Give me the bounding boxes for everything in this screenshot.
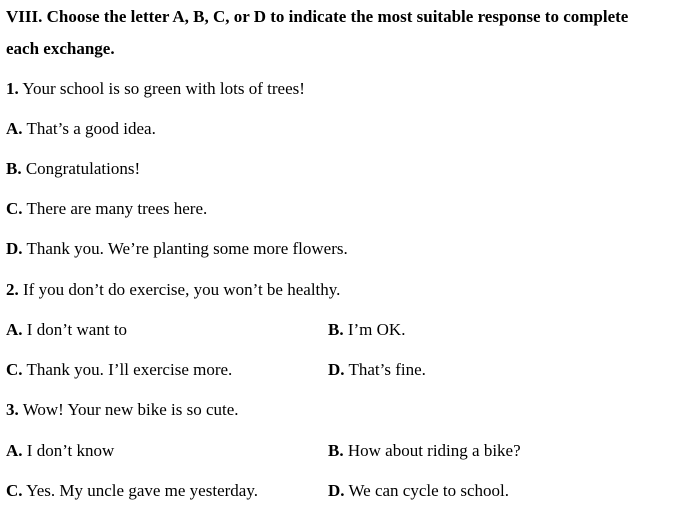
option-text: Congratulations! bbox=[25, 159, 141, 178]
option-text: How about riding a bike? bbox=[347, 441, 521, 460]
q3-options-row-1 bbox=[6, 440, 696, 462]
option-text: I don’t know bbox=[26, 441, 115, 460]
q1-option-d[interactable] bbox=[6, 238, 348, 260]
q1-option-b[interactable] bbox=[6, 158, 140, 180]
option-text: We can cycle to school. bbox=[348, 481, 510, 500]
q2-option-c[interactable] bbox=[6, 360, 232, 379]
section-heading-line-1: VIII. Choose the letter A, B, C, or D to indicate the most suitable response to complete bbox=[6, 7, 629, 26]
option-text: Thank you. I’ll exercise more. bbox=[26, 360, 233, 379]
question-number: 1. bbox=[6, 79, 19, 98]
option-letter: B. bbox=[328, 320, 344, 339]
question-number: 2. bbox=[6, 280, 19, 299]
q2-option-d[interactable] bbox=[328, 359, 426, 381]
option-letter: D. bbox=[328, 360, 345, 379]
option-text: Thank you. We’re planting some more flowers. bbox=[26, 239, 348, 258]
question-2 bbox=[6, 279, 340, 301]
option-text: That’s fine. bbox=[348, 360, 426, 379]
option-letter: A. bbox=[6, 441, 23, 460]
section-heading-line-2: each exchange. bbox=[6, 39, 115, 58]
option-letter: A. bbox=[6, 119, 23, 138]
q2-options-row-2 bbox=[6, 359, 696, 381]
option-letter: C. bbox=[6, 199, 23, 218]
question-number: 3. bbox=[6, 400, 19, 419]
q2-options-row-1 bbox=[6, 319, 696, 341]
q1-option-c[interactable] bbox=[6, 198, 207, 220]
question-3 bbox=[6, 399, 239, 421]
option-letter: D. bbox=[6, 239, 23, 258]
q3-option-b[interactable] bbox=[328, 440, 521, 462]
option-letter: B. bbox=[328, 441, 344, 460]
q3-options-row-2 bbox=[6, 480, 696, 502]
option-letter: A. bbox=[6, 320, 23, 339]
option-letter: C. bbox=[6, 481, 23, 500]
q2-option-b[interactable] bbox=[328, 319, 405, 341]
option-text: I’m OK. bbox=[347, 320, 406, 339]
q1-option-a[interactable] bbox=[6, 118, 156, 140]
option-text: Yes. My uncle gave me yesterday. bbox=[26, 481, 258, 500]
option-text: There are many trees here. bbox=[26, 199, 208, 218]
question-prompt: If you don’t do exercise, you won’t be healthy. bbox=[23, 280, 341, 299]
option-letter: C. bbox=[6, 360, 23, 379]
question-prompt: Your school is so green with lots of trees! bbox=[22, 79, 305, 98]
q3-option-a[interactable] bbox=[6, 441, 114, 460]
q2-option-a[interactable] bbox=[6, 320, 127, 339]
q3-option-d[interactable] bbox=[328, 480, 509, 502]
question-prompt: Wow! Your new bike is so cute. bbox=[22, 400, 239, 419]
question-1 bbox=[6, 78, 305, 100]
option-text: That’s a good idea. bbox=[26, 119, 156, 138]
option-letter: D. bbox=[328, 481, 345, 500]
option-letter: B. bbox=[6, 159, 22, 178]
q3-option-c[interactable] bbox=[6, 481, 258, 500]
option-text: I don’t want to bbox=[26, 320, 128, 339]
